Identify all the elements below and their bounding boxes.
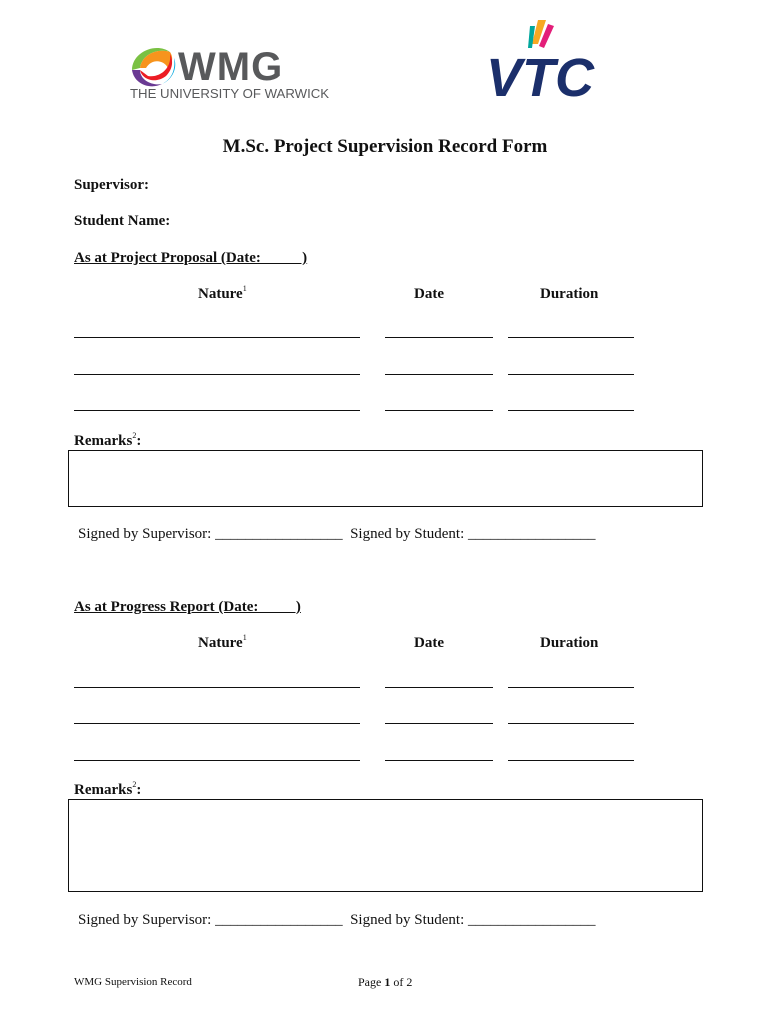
date-entry-line[interactable] (385, 760, 493, 761)
vtc-wordmark: VTC (486, 48, 594, 100)
nature-column-header: Nature$^1$ (198, 284, 247, 302)
student-name-label: Student Name: (74, 213, 171, 229)
wmg-logo (128, 40, 338, 102)
remarks-label: Remarks$^2$: (74, 780, 142, 798)
page-number: Page 1 of 2 (358, 975, 413, 989)
duration-entry-line[interactable] (508, 337, 634, 338)
date-entry-line[interactable] (385, 374, 493, 375)
section-heading: As at Project Proposal (Date: ) (74, 250, 308, 266)
date-entry-line[interactable] (385, 687, 493, 688)
nature-entry-line[interactable] (74, 687, 360, 688)
date-entry-line[interactable] (385, 410, 493, 411)
section-heading: As at Progress Report (Date: ) (74, 599, 301, 615)
date-entry-line[interactable] (385, 337, 493, 338)
date-entry-line[interactable] (385, 723, 493, 724)
nature-entry-line[interactable] (74, 760, 360, 761)
signature-line: Signed by Supervisor: _________________ Signed by Student: _________________ (78, 526, 596, 542)
wmg-university-text: THE UNIVERSITY OF WARWICK (130, 86, 330, 101)
duration-entry-line[interactable] (508, 723, 634, 724)
nature-entry-line[interactable] (74, 374, 360, 375)
footer-document-name: WMG Supervision Record (74, 976, 192, 988)
duration-column-header: Duration (540, 635, 599, 651)
vtc-flame-icon (528, 20, 554, 48)
date-column-header: Date (414, 286, 444, 302)
nature-entry-line[interactable] (74, 337, 360, 338)
vtc-logo-mark (486, 18, 616, 100)
remarks-label: Remarks$^2$: (74, 431, 142, 449)
nature-entry-line[interactable] (74, 723, 360, 724)
remarks-box[interactable] (68, 799, 703, 892)
wmg-logo-mark (128, 40, 338, 102)
remarks-box[interactable] (68, 450, 703, 507)
form-title: M.Sc. Project Supervision Record Form (222, 136, 548, 157)
duration-entry-line[interactable] (508, 410, 634, 411)
date-column-header: Date (414, 635, 444, 651)
duration-entry-line[interactable] (508, 374, 634, 375)
signature-line: Signed by Supervisor: _________________ Signed by Student: _________________ (78, 912, 596, 928)
nature-column-header: Nature$^1$ (198, 633, 247, 651)
duration-entry-line[interactable] (508, 760, 634, 761)
supervisor-label: Supervisor: (74, 177, 149, 193)
duration-column-header: Duration (540, 286, 599, 302)
vtc-logo (486, 18, 616, 100)
wmg-wordmark: WMG (178, 45, 284, 89)
wmg-swirl-icon (132, 48, 175, 86)
duration-entry-line[interactable] (508, 687, 634, 688)
nature-entry-line[interactable] (74, 410, 360, 411)
